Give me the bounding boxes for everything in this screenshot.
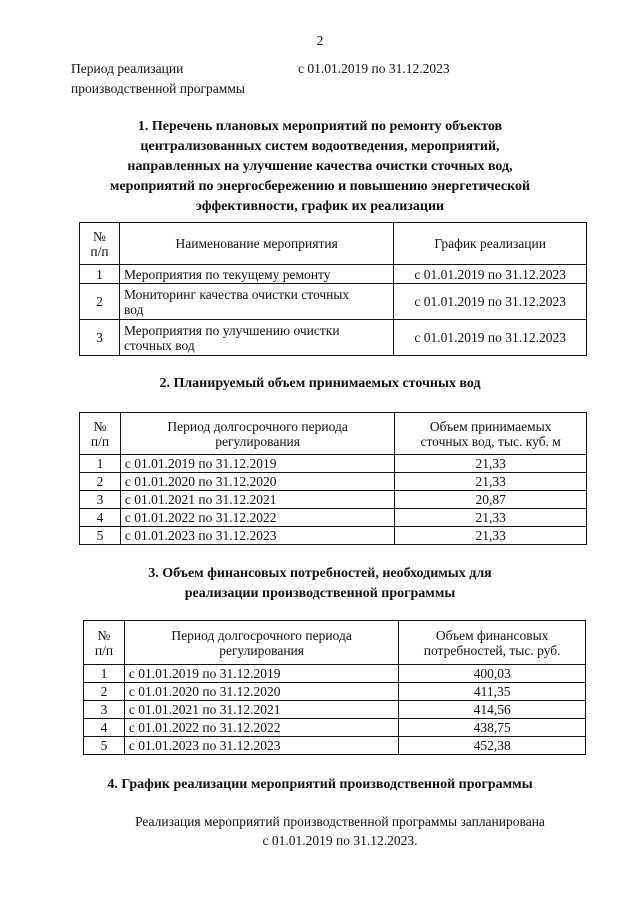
row-schedule: с 01.01.2019 по 31.12.2023 — [394, 284, 587, 320]
row-num: 4 — [84, 719, 125, 737]
row-schedule: с 01.01.2019 по 31.12.2023 — [394, 320, 587, 356]
table-row — [84, 737, 586, 755]
section1-title-line: мероприятий по энергосбережению и повышению энергетической — [109, 179, 531, 194]
period-label-line2: производственной программы — [71, 81, 245, 96]
row-value: 411,35 — [399, 683, 586, 701]
section3-title-line: 3. Объем финансовых потребностей, необходимых для — [148, 566, 492, 581]
table-header-row — [84, 621, 586, 665]
table-row — [80, 527, 587, 545]
section1-title-line: 1. Перечень плановых мероприятий по ремонту объектов — [137, 119, 503, 134]
row-num: 1 — [80, 455, 121, 473]
table-row — [80, 509, 587, 527]
period-label — [71, 59, 245, 99]
row-period: с 01.01.2022 по 31.12.2022 — [124, 719, 398, 737]
row-num: 5 — [84, 737, 125, 755]
section4-text — [0, 812, 640, 850]
section2-title: 2. Планируемый объем принимаемых сточных вод — [159, 376, 481, 391]
row-num: 4 — [80, 509, 121, 527]
section3-title-line: реализации производственной программы — [184, 586, 456, 601]
row-value: 21,33 — [395, 455, 587, 473]
row-period: с 01.01.2020 по 31.12.2020 — [120, 473, 394, 491]
row-num: 5 — [80, 527, 121, 545]
table-header-row — [80, 413, 587, 455]
row-num: 2 — [80, 284, 120, 320]
table-header-row — [80, 223, 587, 265]
period-value: с 01.01.2019 по 31.12.2023 — [298, 61, 450, 76]
table-row — [80, 473, 587, 491]
section4-text-line: с 01.01.2019 по 31.12.2023. — [262, 833, 418, 848]
row-schedule: с 01.01.2019 по 31.12.2023 — [394, 265, 587, 284]
section1-title-line: централизованных систем водоотведения, мероприятий, — [140, 139, 500, 154]
row-name: Мониторинг качества очистки сточных вод — [119, 284, 393, 320]
section1-title-line: направленных на улучшение качества очистки сточных вод, — [127, 159, 513, 174]
section4-text-line: Реализация мероприятий производственной программы запланирована — [135, 814, 545, 829]
row-num: 2 — [84, 683, 125, 701]
row-name: Мероприятия по текущему ремонту — [119, 265, 393, 284]
row-period: с 01.01.2019 по 31.12.2019 — [124, 665, 398, 683]
period-label-line1: Период реализации — [71, 61, 184, 76]
row-num: 1 — [80, 265, 120, 284]
header-volume: Объем принимаемых сточных вод, тыс. куб. м — [395, 413, 587, 455]
row-value: 452,38 — [399, 737, 586, 755]
row-value: 21,33 — [395, 509, 587, 527]
table-row — [84, 719, 586, 737]
row-period: с 01.01.2023 по 31.12.2023 — [120, 527, 394, 545]
row-num: 3 — [80, 491, 121, 509]
row-value: 20,87 — [395, 491, 587, 509]
row-num: 1 — [84, 665, 125, 683]
table-row — [84, 665, 586, 683]
row-period: с 01.01.2021 по 31.12.2021 — [120, 491, 394, 509]
table-row — [80, 320, 587, 356]
measures-table — [79, 222, 587, 356]
table-row — [84, 683, 586, 701]
row-period: с 01.01.2019 по 31.12.2019 — [120, 455, 394, 473]
wastewater-volume-table — [79, 412, 587, 545]
financial-needs-table — [83, 620, 586, 755]
header-period: Период долгосрочного периода регулирования — [124, 621, 398, 665]
header-num: № п/п — [80, 223, 120, 265]
row-value: 438,75 — [399, 719, 586, 737]
section1-title — [60, 117, 580, 217]
table-row — [80, 491, 587, 509]
row-period: с 01.01.2020 по 31.12.2020 — [124, 683, 398, 701]
row-value: 21,33 — [395, 473, 587, 491]
page-number: 2 — [316, 33, 324, 48]
section3-title — [0, 564, 640, 604]
row-name: Мероприятия по улучшению очистки сточных вод — [119, 320, 393, 356]
row-value: 400,03 — [399, 665, 586, 683]
table-row — [84, 701, 586, 719]
header-period: Период долгосрочного периода регулирования — [120, 413, 394, 455]
header-volume: Объем финансовых потребностей, тыс. руб. — [399, 621, 586, 665]
row-period: с 01.01.2022 по 31.12.2022 — [120, 509, 394, 527]
header-num: № п/п — [80, 413, 121, 455]
table-row — [80, 284, 587, 320]
row-value: 414,56 — [399, 701, 586, 719]
header-name: Наименование мероприятия — [119, 223, 393, 265]
section4-title: 4. График реализации мероприятий производственной программы — [107, 777, 533, 792]
header-num: № п/п — [84, 621, 125, 665]
table-row — [80, 265, 587, 284]
header-schedule: График реализации — [394, 223, 587, 265]
row-period: с 01.01.2021 по 31.12.2021 — [124, 701, 398, 719]
row-num: 3 — [80, 320, 120, 356]
row-period: с 01.01.2023 по 31.12.2023 — [124, 737, 398, 755]
table-row — [80, 455, 587, 473]
row-num: 3 — [84, 701, 125, 719]
section1-title-line: эффективности, график их реализации — [195, 199, 445, 214]
row-num: 2 — [80, 473, 121, 491]
row-value: 21,33 — [395, 527, 587, 545]
